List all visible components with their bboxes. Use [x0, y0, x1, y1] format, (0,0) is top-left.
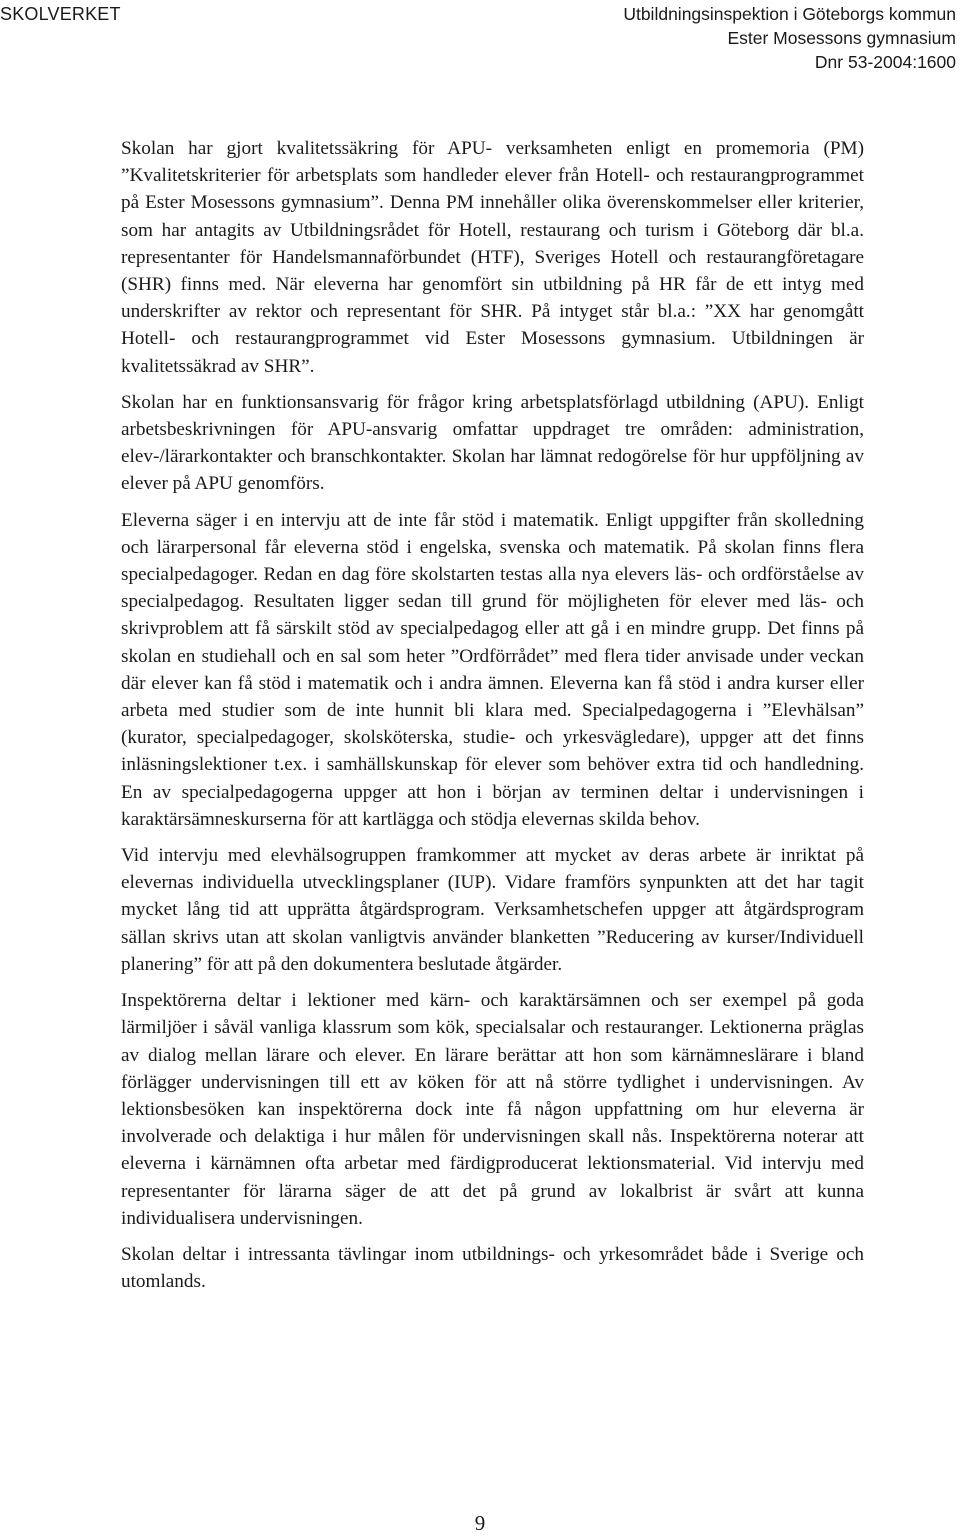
- document-title: Utbildningsinspektion i Göteborgs kommun: [623, 4, 956, 24]
- paragraph-competitions: Skolan deltar i intressanta tävlingar inom utbildnings- och yrkesområdet både i Sverige och utomlands.: [121, 1243, 864, 1293]
- reference-number: Dnr 53-2004:1600: [814, 52, 956, 72]
- document-header: [623, 2, 956, 74]
- paragraph-student-health: Vid intervju med elevhälsogruppen framkommer att mycket av deras arbete är inriktat på elevernas individuella utvecklingsplaner (IUP). Vidare framförs synpunkten att det har tagit mycket lång tid att upprätta åtgärdsprogram. Verksamhetschefen uppger att åtgärdsprogram sällan skrivs utan att skolan vanligtvis använder blanketten ”Reducering av kurser/Individuell planering” för att på den dokumentera beslutade åtgärder.: [121, 845, 864, 975]
- paragraph-apu-responsibility: Skolan har en funktionsansvarig för frågor kring arbetsplatsförlagd utbildning (APU). Enligt arbetsbeskrivningen för APU-ansvarig omfattar uppdraget tre områden: administration, elev-/lärarkontakter och branschkontakter. Skolan har lämnat redogörelse för hur uppföljning av elever på APU genomförs.: [121, 391, 864, 495]
- body-text: [121, 135, 864, 1304]
- paragraph-student-support: Eleverna säger i en intervju att de inte får stöd i matematik. Enligt uppgifter från skolledning och lärarpersonal får eleverna stöd i engelska, svenska och matematik. På skolan finns flera specialpedagoger. Redan en dag före skolstarten testas alla nya elevers läs- och ordförståelse av specialpedagog. Resultaten ligger sedan till grund för möjligheten för elever med läs- och skrivproblem att få särskilt stöd av specialpedagog eller att gå i en mindre grupp. Det finns på skolan en studiehall och en sal som heter ”Ordförrådet” med flera tider anvisade under veckan där elever kan få stöd i matematik och i andra ämnen. Eleverna kan få stöd i andra kurser eller arbeta med studier som de inte hunnit bli klara med. Specialpedagogerna i ”Elevhälsan” (kurator, specialpedagoger, skolsköterska, studie- och yrkesvägledare), uppger att det finns inläsningslektioner t.ex. i samhällskunskap för elever som behöver extra tid och handledning. En av specialpedagogerna uppger att hon i början av terminen deltar i undervisningen i karaktärsämneskurserna för att kartlägga och stödja elevernas skilda behov.: [121, 509, 864, 830]
- school-name: Ester Mosessons gymnasium: [727, 28, 956, 48]
- organization-name: SKOLVERKET: [0, 4, 121, 24]
- page-number: 9: [474, 1511, 486, 1535]
- paragraph-quality-assurance: Skolan har gjort kvalitetssäkring för APU- verksamheten enligt en promemoria (PM) ”Kvalitetskriterier för arbetsplats som handleder elever från Hotell- och restaurangprogrammet på Ester Mosessons gymnasium”. Denna PM innehåller olika överenskommelser eller kriterier, som har antagits av Utbildningsrådet för Hotell, restaurang och turism i Göteborg där bl.a. representanter för Handelsmannaförbundet (HTF), Sveriges Hotell och restaurangföretagare (SHR) finns med. När eleverna har genomfört sin utbildning på HR får de ett intyg med underskrifter av rektor och representant för SHR. På intyget står bl.a.: ”XX har genomgått Hotell- och restaurangprogrammet vid Ester Mosessons gymnasium. Utbildningen är kvalitetssäkrad av SHR”.: [121, 138, 864, 377]
- paragraph-lessons: Inspektörerna deltar i lektioner med kärn- och karaktärsämnen och ser exempel på goda lärmiljöer i såväl vanliga klassrum som kök, specialsalar och restauranger. Lektionerna präglas av dialog mellan lärare och elever. En lärare berättar att hon som kärnämneslärare i bland förlägger undervisningen till ett av köken för att nå större tydlighet i undervisningen. Av lektionsbesöken kan inspektörerna dock inte få någon uppfattning om hur eleverna är involverade och delaktiga i hur målen för undervisningen skall nås. Inspektörerna noterar att eleverna i kärnämnen ofta arbetar med färdigproducerat lektionsmaterial. Vid intervju med representanter för lärarna säger de att det på grund av lokalbrist är svårt att kunna individualisera undervisningen.: [121, 990, 864, 1229]
